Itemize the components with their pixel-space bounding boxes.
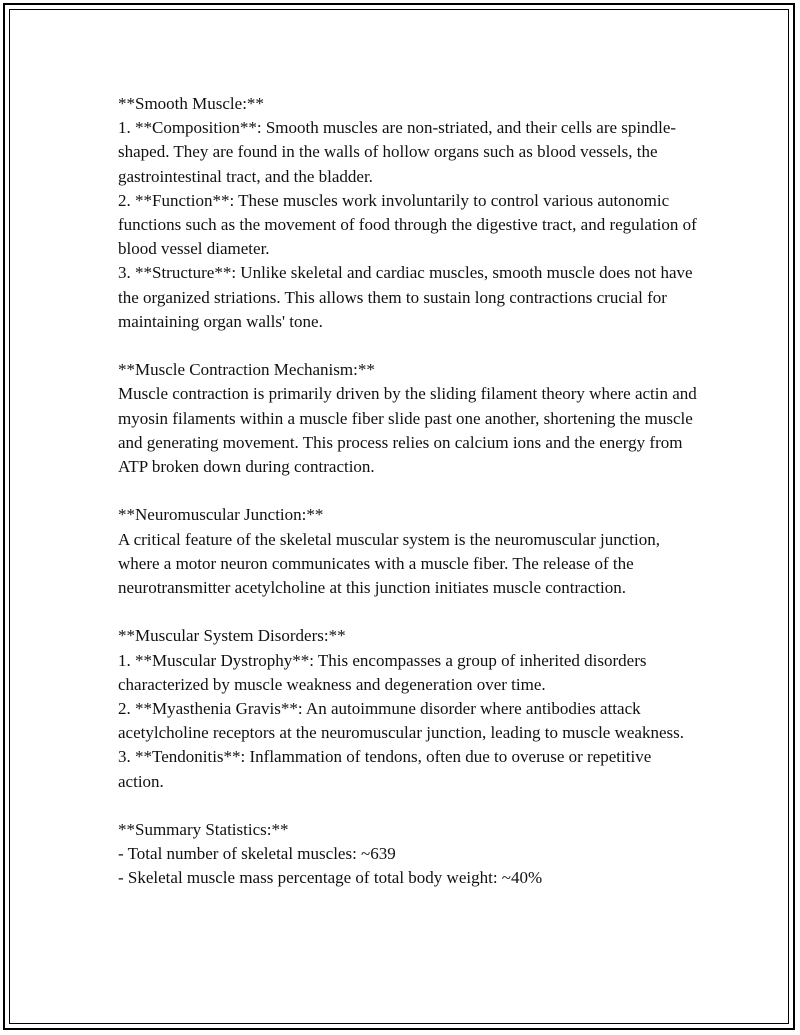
paragraph-line: A critical feature of the skeletal muscular system is the neuromuscular junction, where a motor neuron communicates with a muscle fiber. The release of the neurotransmitter acetylcholine at this junction initiates muscle contraction. — [118, 529, 660, 598]
section-neuromuscular-junction — [118, 503, 698, 600]
section-disorders — [118, 624, 698, 793]
paragraph-line: - Skeletal muscle mass percentage of total body weight: ~40% — [118, 868, 543, 888]
paragraph-line: Muscle contraction is primarily driven by the sliding filament theory where actin and myosin filaments within a muscle fiber slide past one another, shortening the muscle and generating movement. This process relies on calcium ions and the energy from ATP broken down during contraction. — [118, 384, 697, 477]
section-smooth-muscle — [118, 92, 698, 334]
section-summary-statistics — [118, 818, 698, 891]
section-muscle-contraction — [118, 358, 698, 479]
section-heading: **Muscular System Disorders:** — [118, 626, 346, 646]
paragraph-line: 1. **Composition**: Smooth muscles are non-striated, and their cells are spindle-shaped. They are found in the walls of hollow organs such as blood vessels, the gastrointestinal tract, and the bladder. — [118, 118, 677, 186]
paragraph-line: 3. **Structure**: Unlike skeletal and cardiac muscles, smooth muscle does not have the organized striations. This allows them to sustain long contractions crucial for maintaining organ walls' tone. — [118, 263, 693, 331]
paragraph-line: 3. **Tendonitis**: Inflammation of tendons, often due to overuse or repetitive action. — [118, 747, 652, 791]
section-heading: **Muscle Contraction Mechanism:** — [118, 360, 375, 380]
paragraph-line: 1. **Muscular Dystrophy**: This encompasses a group of inherited disorders characterized by muscle weakness and degeneration over time. — [118, 650, 647, 694]
section-heading: **Neuromuscular Junction:** — [118, 505, 324, 525]
section-heading: **Smooth Muscle:** — [118, 94, 264, 113]
section-heading: **Summary Statistics:** — [118, 820, 289, 840]
paragraph-line: - Total number of skeletal muscles: ~639 — [118, 844, 396, 864]
paragraph-line: 2. **Function**: These muscles work involuntarily to control various autonomic functions such as the movement of food through the digestive tract, and regulation of blood vessel diameter. — [118, 190, 697, 259]
paragraph-line: 2. **Myasthenia Gravis**: An autoimmune disorder where antibodies attack acetylcholine receptors at the neuromuscular junction, leading to muscle weakness. — [118, 699, 684, 743]
document-body — [118, 92, 698, 915]
